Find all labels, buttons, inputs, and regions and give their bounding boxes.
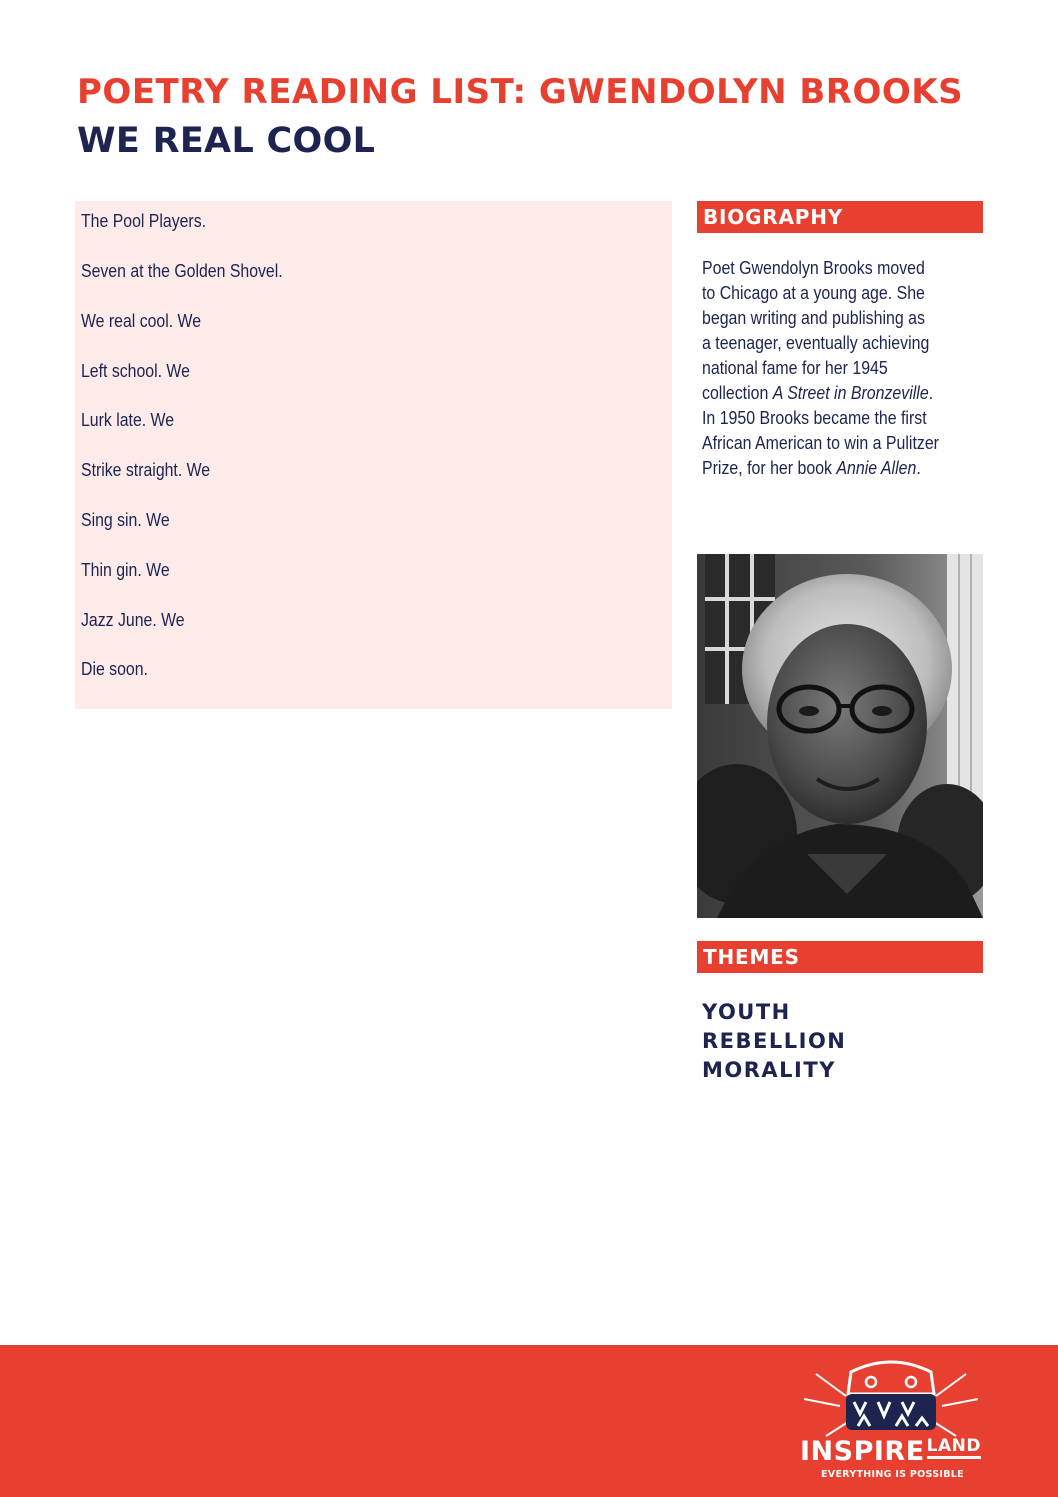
page-title: POETRY READING LIST: GWENDOLYN BROOKS [77,72,964,112]
biography-line: African American to win a Pulitzer [702,432,939,453]
brand-wordmark [800,1436,981,1467]
poem-line: We real cool. We [81,311,202,331]
biography-line [702,455,943,480]
book-title: A Street in Bronzeville [772,382,929,403]
portrait-image [697,554,983,918]
brand-tagline: EVERYTHING IS POSSIBLE [821,1469,964,1480]
poem-line: Strike straight. We [81,460,211,480]
author-portrait [697,554,983,918]
biography-text-segment: Prize, for her book [702,457,837,478]
biography-line: Poet Gwendolyn Brooks moved [702,257,925,278]
biography-line: In 1950 Brooks became the first [702,407,927,428]
biography-line [702,380,943,405]
biography-line: to Chicago at a young age. She [702,282,925,303]
biography-line: a teenager, eventually achieving [702,332,930,353]
biography-text-segment: . [928,382,934,403]
poem-title: WE REAL COOL [77,121,376,161]
brand-sub: LAND [927,1436,981,1459]
poem-line: The Pool Players. [81,211,207,231]
biography-line: began writing and publishing as [702,307,925,328]
poem-line: Sing sin. We [81,510,170,530]
themes-list [702,998,846,1085]
poem-panel [75,201,672,709]
poem-line: Thin gin. We [81,560,170,580]
theme-item: YOUTH [702,1000,791,1024]
biography-text-segment: collection [702,382,773,403]
poem-line: Die soon. [81,659,148,679]
theme-item: MORALITY [702,1058,836,1082]
biography-text [702,255,982,480]
book-title: Annie Allen [836,457,917,478]
poem-line: Seven at the Golden Shovel. [81,261,283,281]
poem-line: Left school. We [81,361,190,381]
biography-text-segment: . [916,457,921,478]
biography-heading: BIOGRAPHY [703,205,844,229]
biography-heading-bar [697,201,983,233]
biography-line: national fame for her 1945 [702,357,888,378]
theme-item: REBELLION [702,1029,847,1053]
themes-heading-bar [697,941,983,973]
poem-line: Jazz June. We [81,610,185,630]
poem-line: Lurk late. We [81,410,175,430]
brand-main: INSPIRE [800,1436,925,1467]
themes-heading: THEMES [703,945,800,969]
